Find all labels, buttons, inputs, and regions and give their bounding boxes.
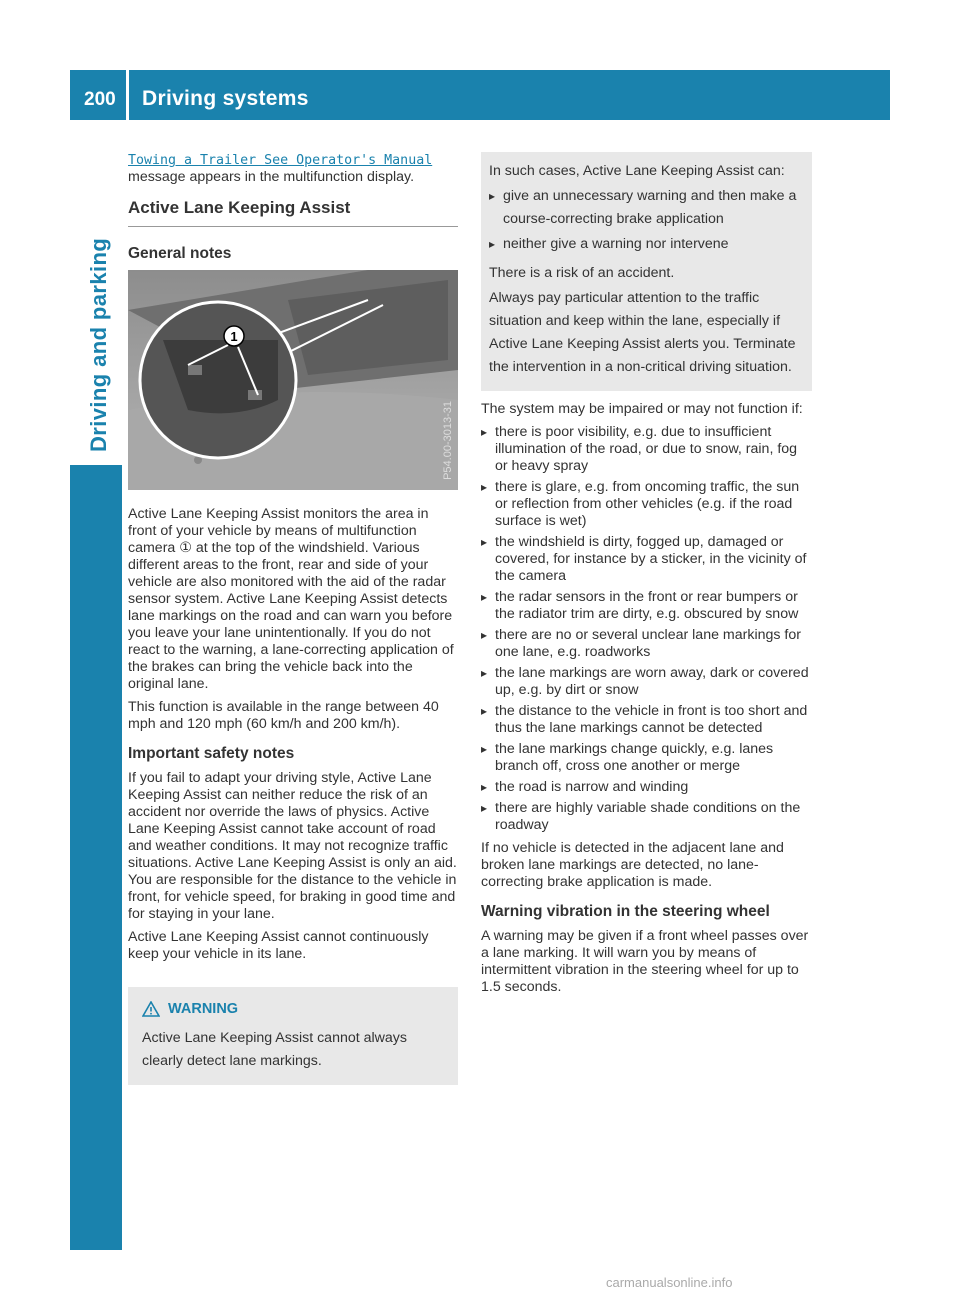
list-item: ▸ there is poor visibility, e.g. due to insufficient illumination of the road, or due to snow, rain, fog or heavy spray bbox=[481, 424, 812, 475]
vibration-paragraph: A warning may be given if a front wheel passes over a lane marking. It will warn you by means of intermittent vibration in the steering wheel for up to 1.5 seconds. bbox=[481, 928, 809, 995]
warning-text: Active Lane Keeping Assist cannot always clearly detect lane markings. bbox=[142, 1030, 407, 1069]
general-notes-heading: General notes bbox=[128, 245, 232, 262]
right-column bbox=[481, 152, 812, 1002]
left-column bbox=[128, 152, 458, 1085]
box-list bbox=[489, 185, 804, 256]
warning-title bbox=[142, 1001, 444, 1017]
page-header bbox=[70, 70, 890, 120]
list-item: ▸ the windshield is dirty, fogged up, damaged or covered, for instance by a sticker, in the vicinity of the camera bbox=[481, 534, 812, 585]
box-paragraph-3: Always pay particular attention to the traffic situation and keep within the lane, especially if Active Lane Keeping Assist alerts you. Terminate the intervention in a non-critical driving situation. bbox=[489, 290, 796, 375]
list-item: ▸ give an unnecessary warning and then make a course-correcting brake application bbox=[489, 185, 804, 231]
general-paragraph-1: Active Lane Keeping Assist monitors the area in front of your vehicle by means of multifunction camera ① at the top of the windshield. Various different areas to the front, rear and side of your vehicle are also monitored with the aid of the radar sensor system. Active Lane Keeping Assist detects lane markings on the road and can warn you before you leave your lane unintentionally. If you do not react to the warning, a lane-correcting application of the brakes can bring the vehicle back into the original lane. bbox=[128, 506, 454, 692]
warning-triangle-icon bbox=[142, 1001, 160, 1017]
adjacent-lane-paragraph: If no vehicle is detected in the adjacent lane and broken lane markings are detected, no lane-correcting brake application is made. bbox=[481, 840, 784, 890]
box-paragraph-1: In such cases, Active Lane Keeping Assist can: bbox=[489, 163, 785, 179]
section-tab bbox=[70, 465, 122, 1250]
page-title: Driving systems bbox=[142, 87, 309, 110]
impaired-list bbox=[481, 424, 812, 834]
intro-text: message appears in the multifunction display. bbox=[128, 169, 415, 185]
site-watermark: carmanualsonline.info bbox=[606, 1275, 733, 1290]
list-item: ▸ the lane markings change quickly, e.g. lanes branch off, cross one another or merge bbox=[481, 741, 812, 775]
intro-paragraph bbox=[128, 152, 458, 186]
list-item: ▸ the road is narrow and winding bbox=[481, 779, 812, 796]
header-divider bbox=[126, 70, 129, 120]
section-heading: Active Lane Keeping Assist bbox=[128, 198, 458, 227]
list-item: ▸ neither give a warning nor intervene bbox=[489, 233, 804, 256]
safety-notes-heading: Important safety notes bbox=[128, 745, 295, 762]
list-item: ▸ there are no or several unclear lane markings for one lane, e.g. roadworks bbox=[481, 627, 812, 661]
vibration-heading: Warning vibration in the steering wheel bbox=[481, 903, 770, 920]
warning-box bbox=[128, 987, 458, 1085]
page-number: 200 bbox=[84, 89, 116, 110]
warning-continued-box bbox=[481, 152, 812, 391]
list-item: ▸ there are highly variable shade conditions on the roadway bbox=[481, 800, 812, 834]
camera-figure bbox=[128, 270, 458, 490]
list-item: ▸ the radar sensors in the front or rear bumpers or the radiator trim are dirty, e.g. obscured by snow bbox=[481, 589, 812, 623]
safety-paragraph-1: If you fail to adapt your driving style, Active Lane Keeping Assist can neither reduce the risk of an accident nor override the laws of physics. Active Lane Keeping Assist cannot take account of road and weather conditions. It may not recognize traffic situations. Active Lane Keeping Assist is only an aid. You are responsible for the distance to the vehicle in front, for vehicle speed, for braking in good time and for staying in your lane. bbox=[128, 770, 457, 922]
list-item: ▸ there is glare, e.g. from oncoming traffic, the sun or reflection from other vehicles (e.g. if the road surface is wet) bbox=[481, 479, 812, 530]
figure-callout-number: 1 bbox=[230, 329, 238, 344]
section-label: Driving and parking bbox=[86, 237, 111, 452]
car-windshield-illustration bbox=[128, 270, 458, 490]
general-paragraph-2: This function is available in the range between 40 mph and 120 mph (60 km/h and 200 km/h). bbox=[128, 699, 439, 732]
operator-manual-link[interactable]: Towing a Trailer See Operator's Manual bbox=[128, 153, 433, 168]
figure-code: P54.00-3013-31 bbox=[442, 401, 454, 480]
warning-title-text: WARNING bbox=[168, 1001, 239, 1017]
safety-paragraph-2: Active Lane Keeping Assist cannot continuously keep your vehicle in its lane. bbox=[128, 929, 429, 962]
list-item: ▸ the lane markings are worn away, dark or covered up, e.g. by dirt or snow bbox=[481, 665, 812, 699]
impaired-intro: The system may be impaired or may not function if: bbox=[481, 401, 803, 417]
box-paragraph-2: There is a risk of an accident. bbox=[489, 265, 675, 281]
list-item: ▸ the distance to the vehicle in front is too short and thus the lane markings cannot be detected bbox=[481, 703, 812, 737]
